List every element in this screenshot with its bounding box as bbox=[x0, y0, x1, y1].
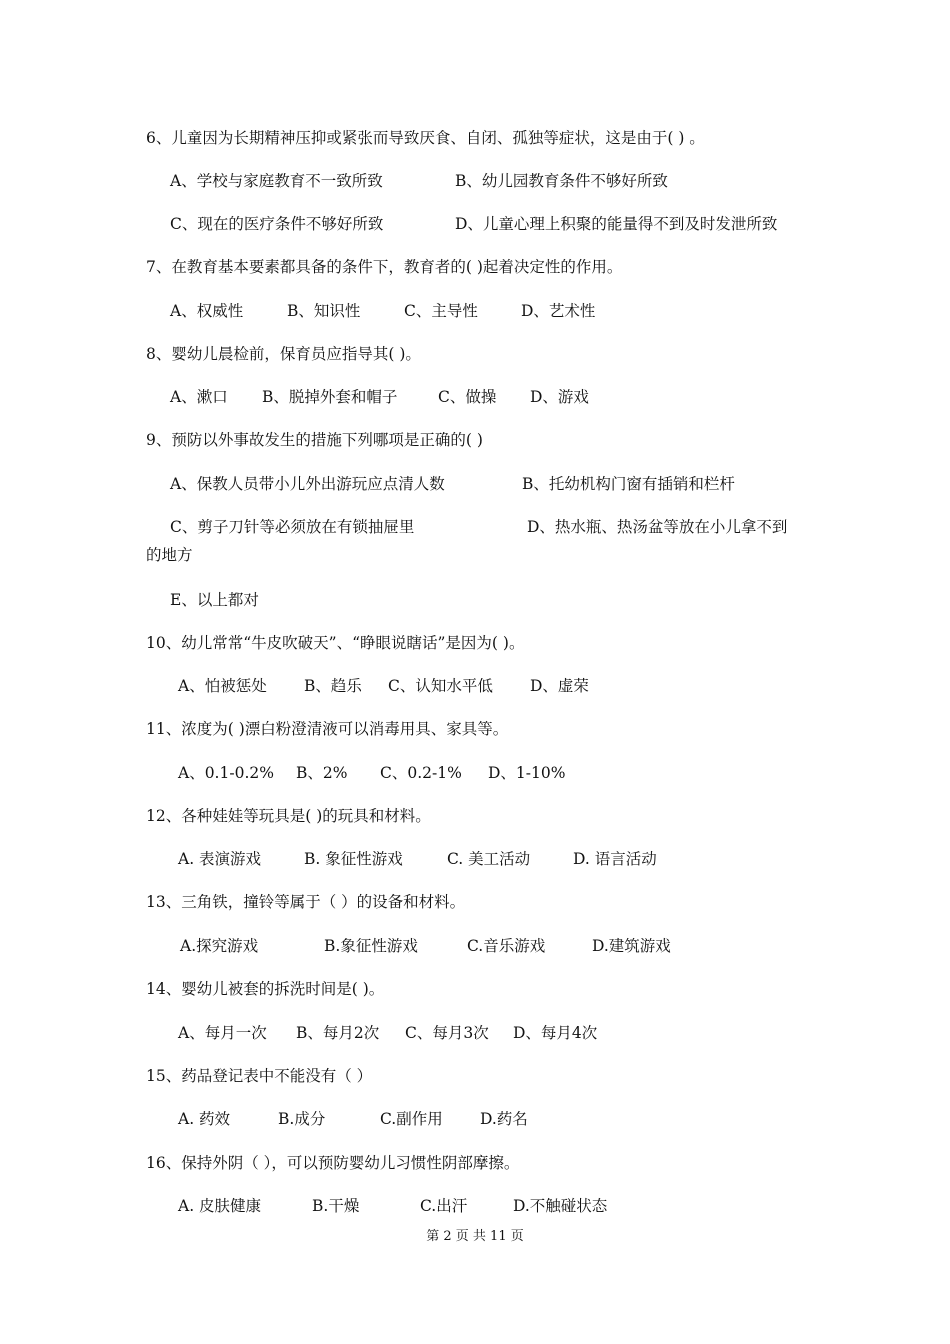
option-d: D、每月4次 bbox=[513, 1024, 598, 1042]
question-stem: 9、预防以外事故发生的措施下列哪项是正确的( ) bbox=[146, 431, 483, 449]
page-number-footer: 第 2 页 共 11 页 bbox=[426, 1229, 524, 1244]
option-b: B、趋乐 bbox=[304, 677, 362, 695]
option-a: A.探究游戏 bbox=[180, 937, 259, 955]
option-c: C、每月3次 bbox=[405, 1024, 489, 1042]
option-a: A、0.1-0.2% bbox=[178, 764, 274, 782]
option-d: D. 语言活动 bbox=[573, 850, 657, 868]
option-d: D.建筑游戏 bbox=[592, 937, 671, 955]
option-a: A、保教人员带小儿外出游玩应点清人数 bbox=[170, 475, 445, 493]
option-c: C、剪子刀针等必须放在有锁抽屉里 bbox=[170, 518, 415, 536]
option-d-continued: 的地方 bbox=[146, 546, 193, 564]
option-d: D.不触碰状态 bbox=[513, 1197, 608, 1215]
option-b: B.成分 bbox=[278, 1110, 326, 1128]
option-c: C、0.2-1% bbox=[380, 764, 462, 782]
option-d: D、虚荣 bbox=[530, 677, 589, 695]
option-d: D、艺术性 bbox=[521, 302, 596, 320]
question-stem: 7、在教育基本要素都具备的条件下，教育者的( )起着决定性的作用。 bbox=[146, 258, 623, 276]
option-b: B、知识性 bbox=[287, 302, 361, 320]
option-a: A、学校与家庭教育不一致所致 bbox=[170, 172, 383, 190]
option-b: B、托幼机构门窗有插销和栏杆 bbox=[522, 475, 735, 493]
option-a: A、每月一次 bbox=[178, 1024, 267, 1042]
option-c: C.副作用 bbox=[380, 1110, 443, 1128]
option-a: A、怕被惩处 bbox=[178, 677, 267, 695]
option-a: A. 表演游戏 bbox=[178, 850, 262, 868]
option-c: C.出汗 bbox=[420, 1197, 468, 1215]
option-d: D、1-10% bbox=[488, 764, 566, 782]
option-a: A、漱口 bbox=[170, 388, 228, 406]
question-stem: 15、药品登记表中不能没有（ ） bbox=[146, 1067, 373, 1085]
option-d: D、儿童心理上积聚的能量得不到及时发泄所致 bbox=[455, 215, 778, 233]
question-stem: 8、婴幼儿晨检前，保育员应指导其( )。 bbox=[146, 345, 421, 363]
option-c: C.音乐游戏 bbox=[467, 937, 546, 955]
option-d: D.药名 bbox=[480, 1110, 528, 1128]
question-stem: 14、婴幼儿被套的拆洗时间是( )。 bbox=[146, 980, 385, 998]
question-stem: 12、各种娃娃等玩具是( )的玩具和材料。 bbox=[146, 807, 431, 825]
option-b: B. 象征性游戏 bbox=[304, 850, 403, 868]
option-c: C、现在的医疗条件不够好所致 bbox=[170, 215, 384, 233]
option-c: C、主导性 bbox=[404, 302, 478, 320]
option-b: B.干燥 bbox=[312, 1197, 360, 1215]
question-stem: 11、浓度为( )漂白粉澄清液可以消毒用具、家具等。 bbox=[146, 720, 509, 738]
option-b: B.象征性游戏 bbox=[324, 937, 418, 955]
question-stem: 6、儿童因为长期精神压抑或紧张而导致厌食、自闭、孤独等症状，这是由于( ) 。 bbox=[146, 129, 705, 147]
option-b: B、每月2次 bbox=[296, 1024, 380, 1042]
option-c: C、认知水平低 bbox=[388, 677, 493, 695]
option-d: D、热水瓶、热汤盆等放在小儿拿不到 bbox=[527, 518, 788, 536]
option-c: C、做操 bbox=[438, 388, 497, 406]
option-b: B、2% bbox=[296, 764, 348, 782]
question-stem: 10、幼儿常常“牛皮吹破天”、“睁眼说瞎话”是因为( )。 bbox=[146, 634, 525, 652]
option-b: B、脱掉外套和帽子 bbox=[262, 388, 398, 406]
question-stem: 13、三角铁，撞铃等属于（ ）的设备和材料。 bbox=[146, 893, 466, 911]
option-d: D、游戏 bbox=[530, 388, 589, 406]
option-c: C. 美工活动 bbox=[447, 850, 531, 868]
option-b: B、幼儿园教育条件不够好所致 bbox=[455, 172, 668, 190]
option-e: E、以上都对 bbox=[170, 591, 259, 609]
option-a: A、权威性 bbox=[170, 302, 244, 320]
option-a: A. 药效 bbox=[178, 1110, 231, 1128]
option-a: A. 皮肤健康 bbox=[178, 1197, 262, 1215]
question-stem: 16、保持外阴（ ），可以预防婴幼儿习惯性阴部摩擦。 bbox=[146, 1154, 520, 1172]
